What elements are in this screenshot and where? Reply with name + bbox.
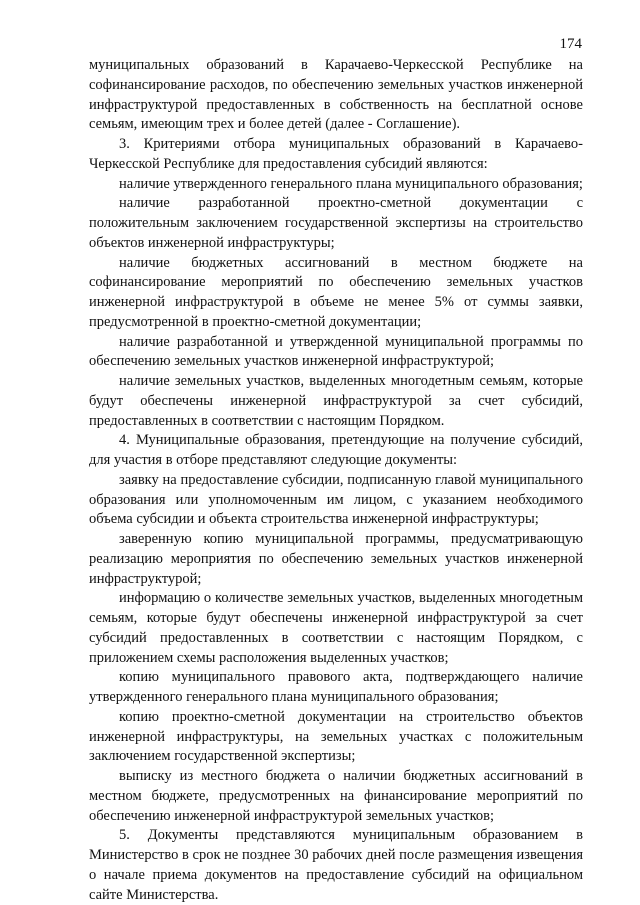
criterion-budget-allocations: наличие бюджетных ассигнований в местном бюджете на софинансирование мероприятий по обеспечению земельных участков инженерной инфраструктурой в объеме не менее 5% от суммы заявки, предусмотренной в проектно-сметной документации; [89,254,583,330]
document-legal-act-copy: копию муниципального правового акта, подтверждающего наличие утвержденного генерального плана муниципального образования; [89,669,583,705]
document-land-plot-info: информацию о количестве земельных участков, выделенных многодетным семьям, которые будут обеспечены инженерной инфраструктурой за счет субсидий предоставленных в соответствии с настоящим Порядком, с приложением схемы расположения выделенных участков; [89,590,583,666]
page-number: 174 [559,36,582,52]
paragraph-intro-continuation: муниципальных образований в Карачаево-Черкесской Республике на софинансирование расходов, по обеспечению земельных участков инженерной инфраструктурой предоставленных в собственность на бесплатной основе семьям, имеющим трех и более детей (далее - Соглашение). [89,57,583,133]
document-application: заявку на предоставление субсидии, подписанную главой муниципального образования или уполномоченным им лицом, с указанием необходимого объема субсидии и объекта строительства инженерной инфраструктуры; [89,471,583,528]
document-design-copy: копию проектно-сметной документации на строительство объектов инженерной инфраструктуры, на земельных участках с положительным заключением государственной экспертизы; [89,708,583,765]
document-body [89,56,583,905]
criterion-general-plan: наличие утвержденного генерального плана муниципального образования; [119,175,583,192]
criterion-municipal-program: наличие разработанной и утвержденной муниципальной программы по обеспечению земельных участков инженерной инфраструктурой; [89,333,583,370]
paragraph-section-5: 5. Документы представляются муниципальным образованием в Министерство в срок не позднее 30 рабочих дней после размещения извещения о начале приема документов на предоставление субсидий на официальном сайте Министерства. [89,827,583,903]
document-budget-extract: выписку из местного бюджета о наличии бюджетных ассигнований в местном бюджете, предусмотренных на финансирование мероприятий по обеспечению инженерной инфраструктурой земельных участков; [89,768,583,824]
criterion-land-plots: наличие земельных участков, выделенных многодетным семьям, которые будут обеспечены инженерной инфраструктурой за счет субсидий, предоставленных в соответствии с настоящим Порядком. [89,373,583,429]
document-program-copy: заверенную копию муниципальной программы, предусматривающую реализацию мероприятия по обеспечению земельных участков инженерной инфраструктурой; [89,531,583,587]
paragraph-section-3: 3. Критериями отбора муниципальных образований в Карачаево-Черкесской Республике для предоставления субсидий являются: [89,136,583,172]
paragraph-section-4: 4. Муниципальные образования, претендующие на получение субсидий, для участия в отборе представляют следующие документы: [89,432,583,468]
criterion-design-documentation: наличие разработанной проектно-сметной документации с положительным заключением государственной экспертизы на строительство объектов инженерной инфраструктуры; [89,195,583,251]
